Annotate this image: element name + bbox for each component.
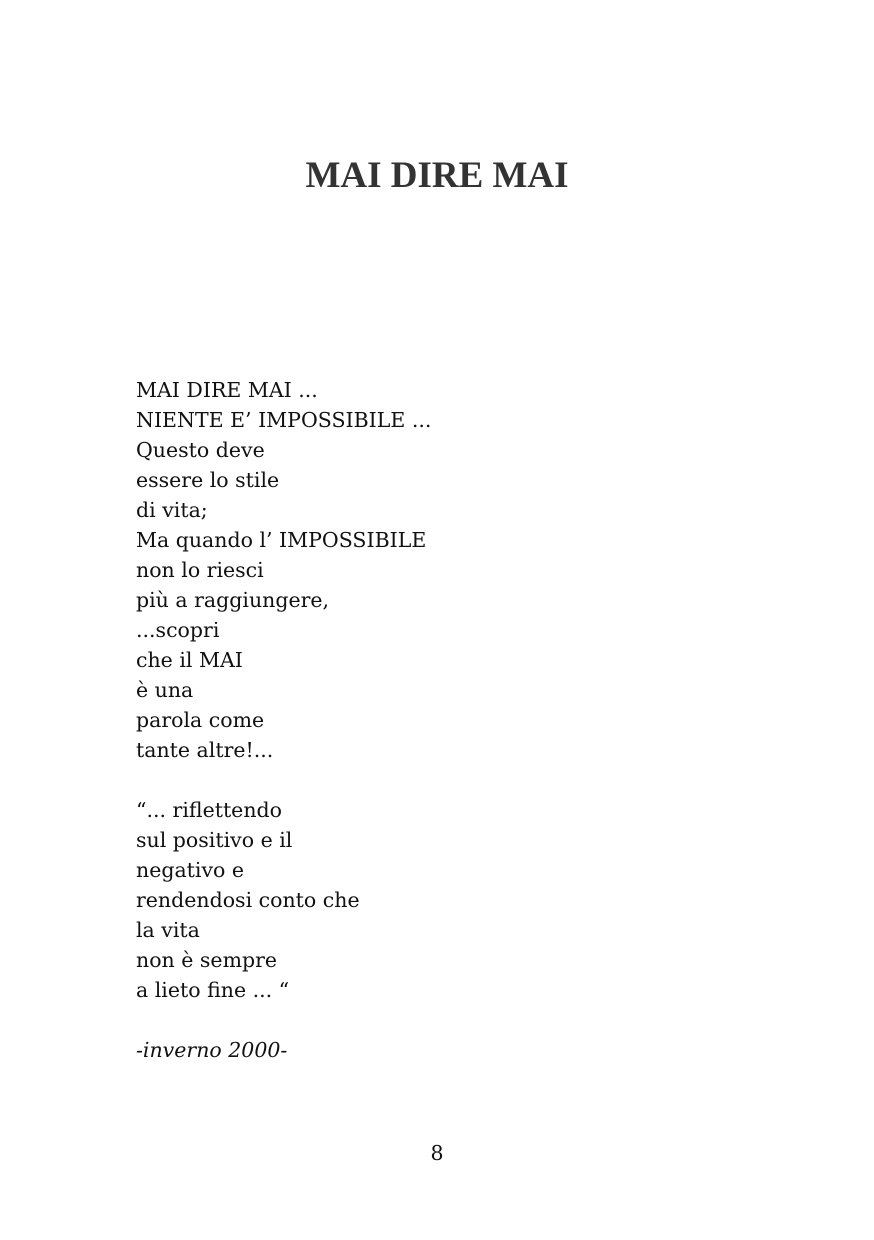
poem-date-signature: -inverno 2000- — [136, 1038, 288, 1062]
poem-line: rendendosi conto che — [136, 888, 360, 912]
poem-line: NIENTE E’ IMPOSSIBILE ... — [136, 408, 432, 432]
poem-line: non lo riesci — [136, 558, 264, 582]
stanza-1 — [136, 375, 736, 765]
stanza-2 — [136, 795, 736, 1005]
poem-line: la vita — [136, 918, 200, 942]
poem-line: “... riflettendo — [136, 798, 282, 822]
poem-line: parola come — [136, 708, 265, 732]
poem-line: tante altre!... — [136, 738, 274, 762]
poem-line: non è sempre — [136, 948, 278, 972]
poem-line: negativo e — [136, 858, 245, 882]
poem-line: sul positivo e il — [136, 828, 293, 852]
poem-body — [136, 375, 736, 1065]
poem-line: più a raggiungere, — [136, 588, 330, 612]
poem-line: di vita; — [136, 498, 208, 522]
poem-title: MAI DIRE MAI — [305, 155, 569, 196]
poem-line: a lieto fine ... “ — [136, 978, 290, 1002]
page-number: 8 — [430, 1141, 444, 1165]
poem-line: essere lo stile — [136, 468, 280, 492]
poem-line: Ma quando l’ IMPOSSIBILE — [136, 528, 427, 552]
poem-line: ...scopri — [136, 618, 220, 642]
poem-line: MAI DIRE MAI ... — [136, 378, 318, 402]
poem-line: che il MAI — [136, 648, 243, 672]
stanza-break — [136, 1005, 736, 1035]
stanza-break — [136, 765, 736, 795]
poem-line: è una — [136, 678, 194, 702]
poem-line: Questo deve — [136, 438, 265, 462]
